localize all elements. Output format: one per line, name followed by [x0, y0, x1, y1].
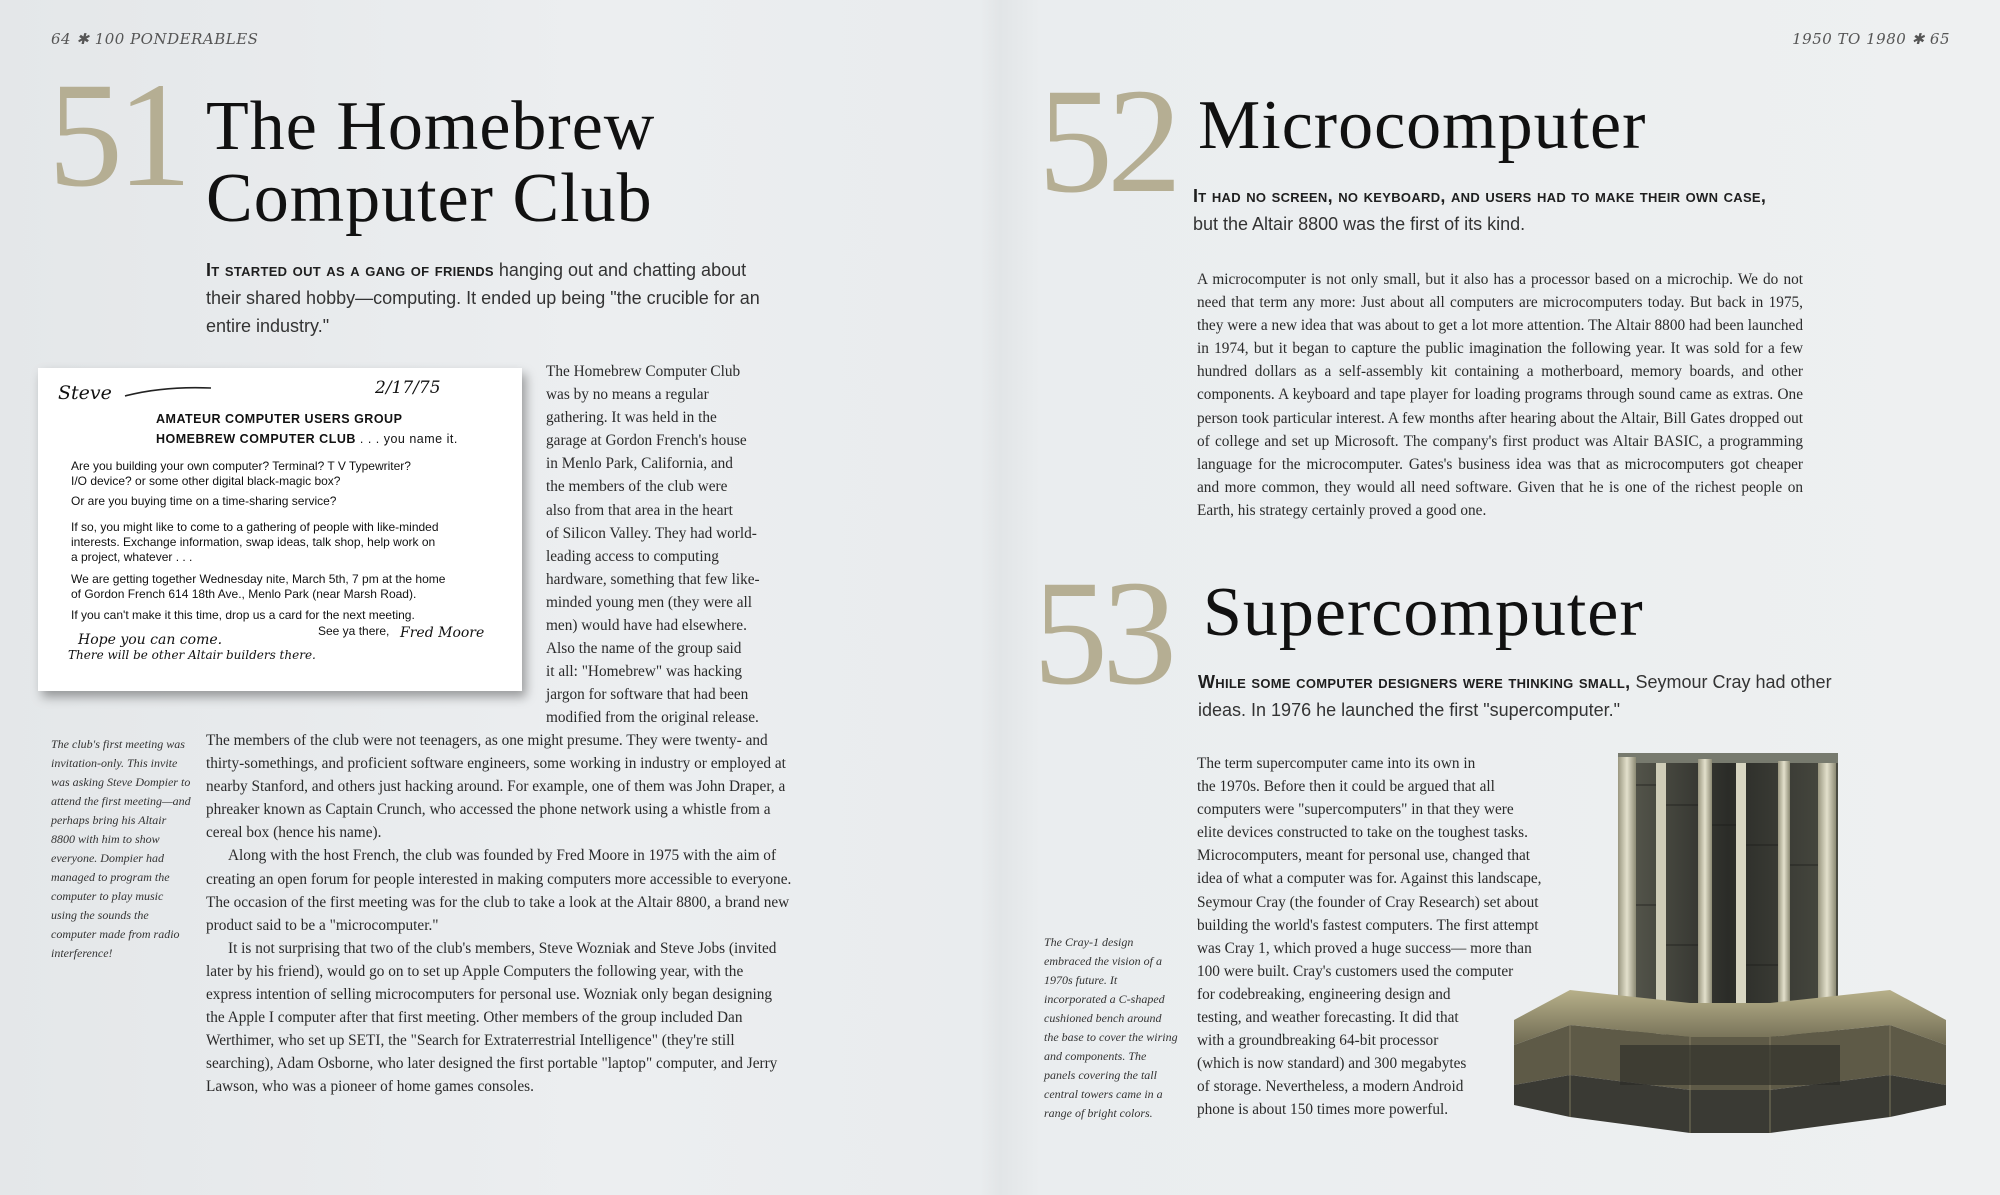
- flyer-line: of Gordon French 614 18th Ave., Menlo Park (near Marsh Road).: [71, 587, 417, 601]
- body-line: 100 were built. Cray's customers used the computer: [1197, 962, 1514, 980]
- body-line: also from that area in the heart: [546, 501, 733, 519]
- flyer-line: interests. Exchange information, swap ideas, talk shop, help work on: [71, 535, 436, 549]
- deck-text: but the Altair 8800 was the first of its kind.: [1193, 214, 1526, 234]
- deck-text: Seymour Cray had other ideas. In 1976 he launched the first "supercomputer.": [1198, 672, 1832, 720]
- body-line: hardware, something that few like-: [546, 570, 760, 588]
- body-line: men) would have had elsewhere.: [546, 617, 747, 635]
- body-51-main: [206, 729, 792, 1099]
- body-line: jargon for software that had been: [546, 686, 749, 704]
- section-number-53: 53: [1033, 550, 1171, 716]
- body-line: minded young men (they were all: [546, 593, 753, 611]
- body-53: [1197, 752, 1557, 1122]
- deck-lead: It started out as a gang of friends: [206, 260, 494, 280]
- body-line: in Menlo Park, California, and: [546, 455, 733, 473]
- body-line: computers were "supercomputers" in that they were: [1197, 801, 1514, 819]
- deck-lead: It had no screen, no keyboard, and users had to make their own case,: [1193, 186, 1767, 206]
- title-line: The Homebrew: [206, 88, 656, 165]
- body-line: leading access to computing: [546, 547, 719, 565]
- body-line: with a groundbreaking 64-bit processor: [1197, 1032, 1439, 1050]
- body-paragraph: Along with the host French, the club was founded by Fred Moore in 1975 with the aim of creating an open forum for people interested in making computers more accessible to everyone. The occasion of the first meeting was for the club to take a look at the Altair 8800, a brand new product said to be a "microcomputer.": [206, 847, 792, 934]
- body-51-column: [546, 360, 796, 730]
- body-line: the members of the club were: [546, 478, 728, 496]
- flyer-heading-1: AMATEUR COMPUTER USERS GROUP: [156, 412, 403, 426]
- flyer-heading-2-suffix: . . . you name it.: [359, 432, 458, 446]
- folio-right: 1950 TO 1980 ✱ 65: [1792, 30, 1950, 48]
- body-line: garage at Gordon French's house: [546, 432, 747, 450]
- deck-lead: While some computer designers were thinking small,: [1198, 672, 1631, 692]
- section-number-51: 51: [48, 52, 186, 218]
- body-line: of storage. Nevertheless, a modern Android: [1197, 1078, 1464, 1096]
- section-number-52: 52: [1038, 58, 1176, 224]
- flyer-heading-2-text: HOMEBREW COMPUTER CLUB: [156, 432, 356, 446]
- body-line: The Homebrew Computer Club: [546, 363, 741, 380]
- flyer-line: a project, whatever . . .: [71, 550, 193, 564]
- body-paragraph: It is not surprising that two of the club's members, Steve Wozniak and Steve Jobs (invited later by his friend), would go on to set up Apple Computers the following year, with the express intention of selling microcomputers for personal use. Wozniak only began designing the Apple I computer after that first meeting. Other members of the group included Dan Werthimer, who set up SETI, the "Search for Extraterrestrial Intelligence" (they're still searching), Adam Osborne, who later designed the first portable "laptop" computer, and Jerry Lawson, who was a pioneer of home games consoles.: [206, 939, 778, 1096]
- body-line: Microcomputers, meant for personal use, changed that: [1197, 847, 1531, 865]
- body-line: phone is about 150 times more powerful.: [1197, 1101, 1449, 1119]
- deck-text: hanging out and chatting about their shared hobby—computing. It ended up being "the crucible for an entire industry.": [206, 260, 760, 336]
- body-line: it all: "Homebrew" was hacking: [546, 663, 742, 681]
- deck-52: [1193, 182, 1833, 238]
- body-line: The term supercomputer came into its own in: [1197, 755, 1476, 772]
- flyer-handwritten-note: There will be other Altair builders there.: [68, 648, 316, 662]
- flyer-line: See ya there,: [318, 624, 390, 638]
- flyer-line: If so, you might like to come to a gathering of people with like-minded: [71, 520, 439, 534]
- body-line: Seymour Cray (the founder of Cray Research) set about: [1197, 893, 1539, 911]
- flyer-line: I/O device? or some other digital black-magic box?: [71, 474, 341, 488]
- body-line: Also the name of the group said: [546, 640, 742, 658]
- section-title-53: Supercomputer: [1203, 574, 1644, 651]
- flyer-line: Or are you buying time on a time-sharing service?: [71, 494, 337, 508]
- body-line: idea of what a computer was for. Against this landscape,: [1197, 870, 1542, 888]
- body-line: the 1970s. Before then it could be argued that all: [1197, 778, 1495, 796]
- flyer-line: If you can't make it this time, drop us a card for the next meeting.: [71, 608, 415, 622]
- body-line: testing, and weather forecasting. It did that: [1197, 1009, 1459, 1027]
- flyer-line: We are getting together Wednesday nite, March 5th, 7 pm at the home: [71, 572, 446, 586]
- flyer-handwritten-note: Hope you can come.: [78, 632, 223, 648]
- flyer-caption: The club's first meeting was invitation-only. This invite was asking Steve Dompier to attend the first meeting—and perhaps bring his Altair 8800 with him to show everyone. Dompier had managed to program the computer to play music using the sounds the computer made from radio interference!: [51, 737, 191, 960]
- flyer-salutation: Steve: [58, 382, 112, 404]
- meeting-invite-flyer: [38, 368, 522, 691]
- body-line: for codebreaking, engineering design and: [1197, 985, 1451, 1003]
- flyer-heading-2: [156, 432, 458, 446]
- body-paragraph: The members of the club were not teenagers, as one might presume. They were twenty- and thirty-somethings, and proficient software engineers, some working in industry or employed at nearby Stanford, and others just hacking around. For example, one of them was John Draper, a phreaker known as Captain Crunch, who accessed the phone network using a whistle from a cereal box (hence his name).: [206, 732, 786, 842]
- body-line: building the world's fastest computers. The first attempt: [1197, 916, 1539, 934]
- body-line: elite devices constructed to take on the toughest tasks.: [1197, 824, 1528, 842]
- cray-1-supercomputer-image: [1510, 745, 1950, 1135]
- title-line: Computer Club: [206, 160, 653, 237]
- body-line: (which is now standard) and 300 megabytes: [1197, 1055, 1467, 1073]
- cray-caption: The Cray-1 design embraced the vision of a 1970s future. It incorporated a C-shaped cushioned bench around the base to cover the wiring and components. The panels covering the tall central towers came in a range of bright colors.: [1044, 935, 1178, 1120]
- body-line: was by no means a regular: [546, 386, 709, 404]
- section-title-52: Microcomputer: [1198, 87, 1647, 164]
- section-title-51: [206, 88, 656, 237]
- pen-stroke-icon: [123, 382, 213, 402]
- body-line: was Cray 1, which proved a huge success— more than: [1197, 939, 1532, 957]
- deck-51: [206, 256, 776, 340]
- deck-53: [1198, 668, 1838, 724]
- body-52: A microcomputer is not only small, but it also has a processor based on a microchip. We do not need that term any more: Just about all computers are microcomputers today. But back in 1975, they were a new idea that was about to get a lot more attention. The Altair 8800 had been launched in 1974, but it began to capture the public imagination the following year. It was sold for a few hundred dollars as a self-assembly kit containing a motherboard, memory boards, and other components. A keyboard and tape player for loading programs through sound came as extras. One person took particular interest. A few months after hearing about the Altair, Bill Gates dropped out of college and set up Microsoft. The company's first product was Altair BASIC, a programming language for the microcomputer. Gates's business idea was that as microcomputers got cheaper and more common, they would all need software. Given that he is one of the richest people on Earth, his strategy certainly proved a good one.: [1197, 271, 1803, 519]
- body-line: gathering. It was held in the: [546, 409, 717, 427]
- folio-left: 64 ✱ 100 PONDERABLES: [51, 30, 259, 48]
- flyer-date: 2/17/75: [375, 378, 441, 398]
- body-line: of Silicon Valley. They had world-: [546, 524, 757, 542]
- body-line: modified from the original release.: [546, 709, 759, 727]
- flyer-line: Are you building your own computer? Terminal? T V Typewriter?: [71, 459, 411, 473]
- flyer-signature: Fred Moore: [400, 625, 485, 641]
